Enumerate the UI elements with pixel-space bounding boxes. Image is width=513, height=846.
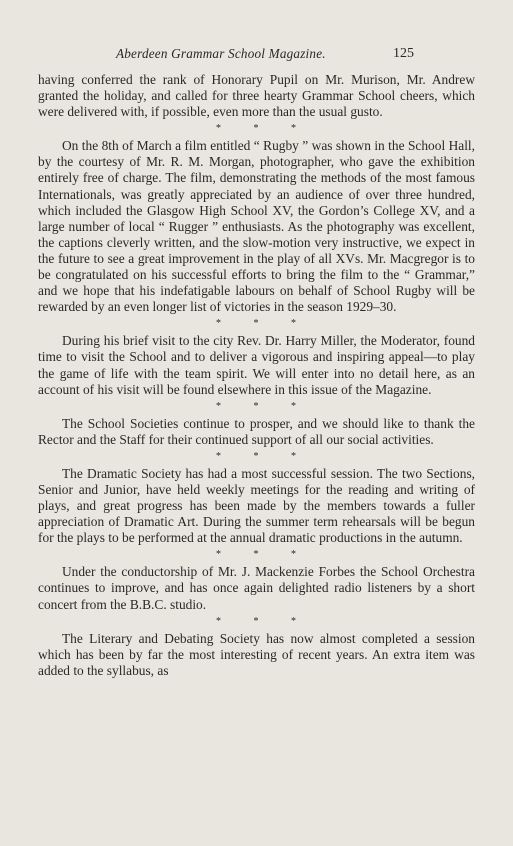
section-separator: * * *	[216, 318, 311, 330]
paragraph-literary-debating: The Literary and Debating Society has now almost completed a session which has been by far the most interesting of recent years. An extra item was added to the syllabus, as	[38, 630, 475, 678]
paragraph-moderator-visit: During his brief visit to the city Rev. Dr. Harry Miller, the Moderator, found time to visit the School and to deliver a vigorous and inspiring appeal—to play the game of life with the team spirit. We will enter into no detail here, as an account of his visit will be found elsewhere in this issue of the Magazine.	[38, 333, 475, 397]
section-separator: * * *	[216, 123, 311, 135]
paragraph-dramatic-society: The Dramatic Society has had a most successful session. The two Sections, Senior and Junior, have held weekly meetings for the reading and writing of plays, and great progress has been made by the members towards a fuller appreciation of Dramatic Art. During the summer term rehearsals will be begun for the plays to be performed at the annual dramatic productions in the autumn.	[38, 465, 475, 546]
paragraph-school-orchestra: Under the conductorship of Mr. J. Mackenzie Forbes the School Orchestra continues to improve, and has once again delighted radio listeners by a short concert from the B.B.C. studio.	[38, 564, 475, 612]
section-separator: * * *	[216, 615, 311, 627]
article-body	[38, 72, 475, 679]
paragraph-school-societies: The School Societies continue to prosper, and we should like to thank the Rector and the Staff for their continued support of all our social activities.	[38, 415, 475, 447]
section-separator: * * *	[216, 450, 311, 462]
running-title: Aberdeen Grammar School Magazine.	[116, 46, 326, 61]
section-separator: * * *	[216, 400, 311, 412]
page-header	[0, 46, 513, 66]
page-number: 125	[393, 46, 414, 61]
paragraph-continuation: having conferred the rank of Honorary Pupil on Mr. Murison, Mr. Andrew granted the holiday, and called for three hearty Grammar School cheers, which were delivered with, if possible, even more than the usual gusto.	[38, 72, 475, 120]
section-separator: * * *	[216, 549, 311, 561]
paragraph-rugby-film: On the 8th of March a film entitled “ Rugby ” was shown in the School Hall, by the courtesy of Mr. R. M. Morgan, photographer, who gave the exhibition entirely free of charge. The film, demonstrating the methods of the most famous Internationals, was greatly appreciated by an audience of over three hundred, which included the Glasgow High School XV, the Gordon’s College XV, and a large number of local “ Rugger ” enthusiasts. As the photography was excellent, the captions cleverly written, and the slow-motion very instructive, we expect in the future to see a great improvement in the play of all XVs. Mr. Macgregor is to be congratulated on his successful efforts to bring the film to the “ Grammar,” and we hope that his indefatigable labours on behalf of School Rugby will be rewarded by an even longer list of victories in the season 1929–30.	[38, 138, 475, 315]
